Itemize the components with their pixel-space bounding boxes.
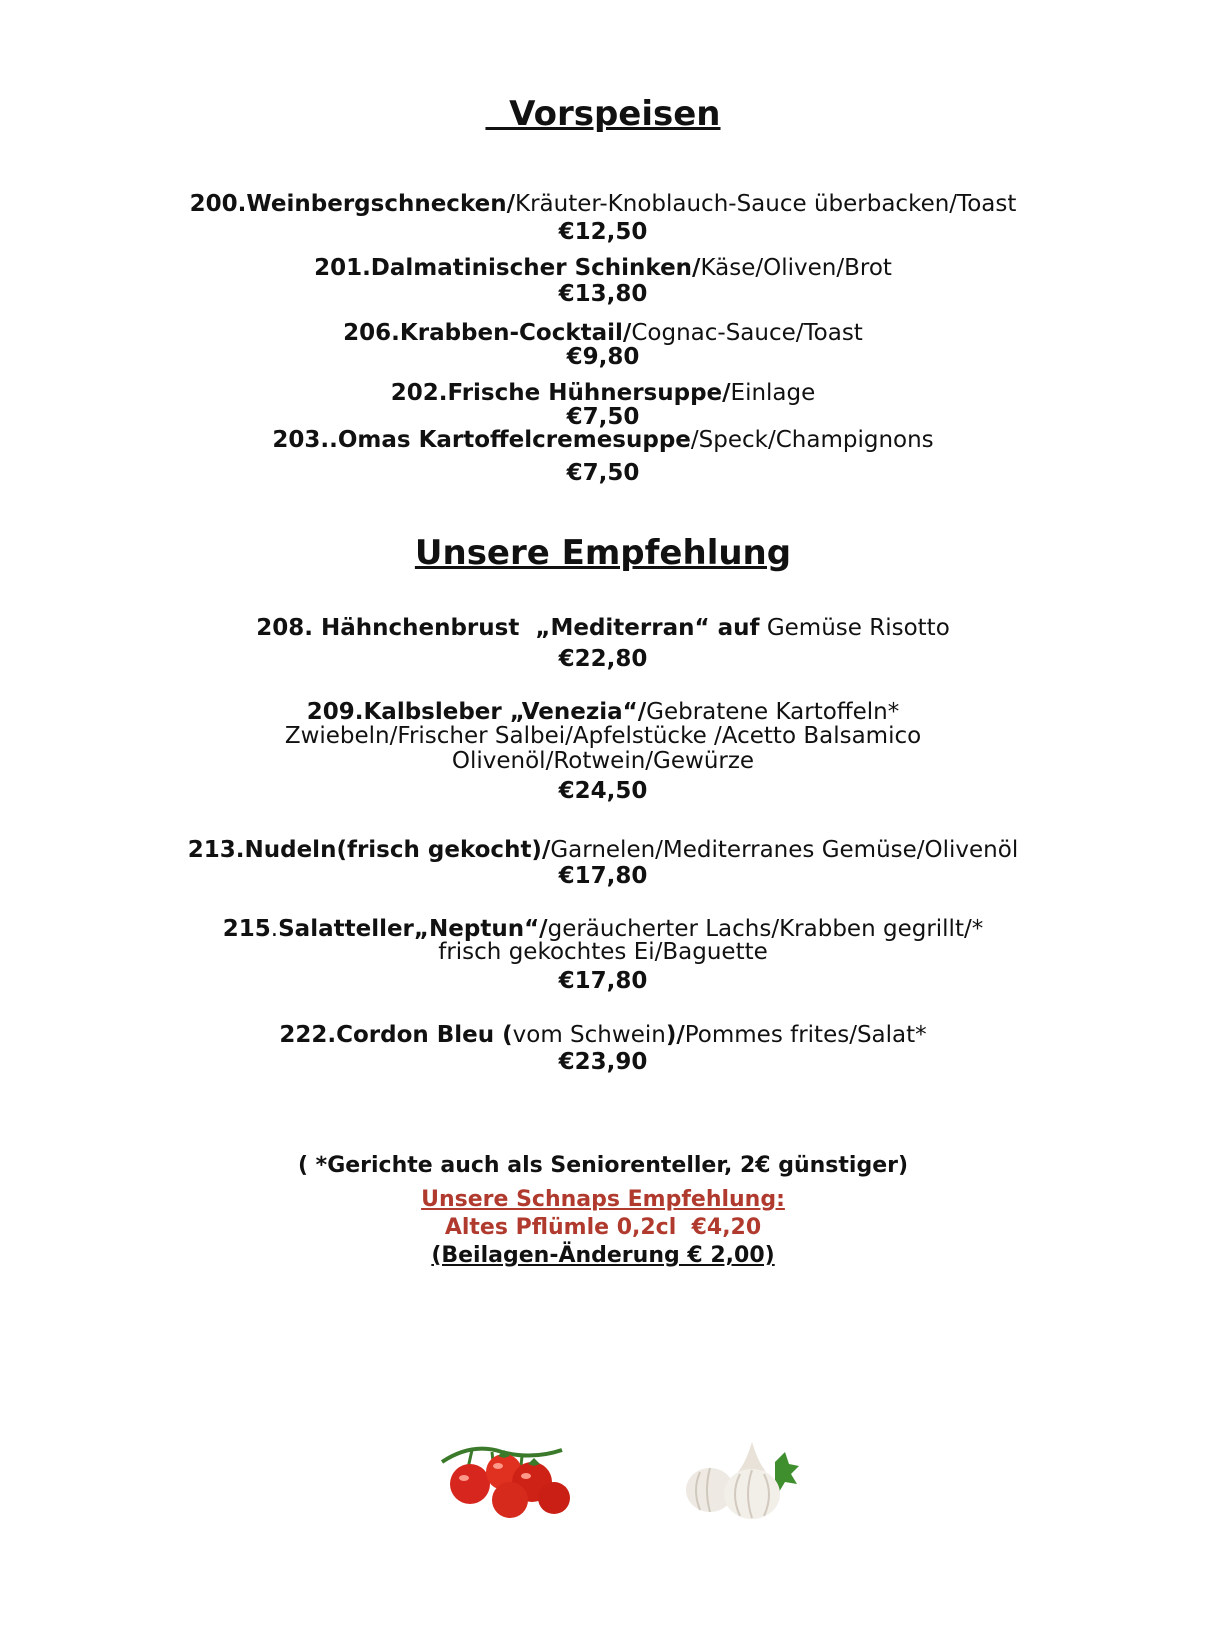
recommendation-heading: Unsere Empfehlung [414,533,792,573]
menu-item-200: 200.Weinbergschnecken/Kräuter-Knoblauch-Sauce überbacken/Toast [189,191,1017,217]
menu-item-209-desc3: Olivenöl/Rotwein/Gewürze [451,748,755,774]
menu-item-202: 202.Frische Hühnersuppe/Einlage [390,380,816,406]
menu-item-209-desc2: Zwiebeln/Frischer Salbei/Apfelstücke /Acetto Balsamico [284,723,922,749]
menu-item-206: 206.Krabben-Cocktail/Cognac-Sauce/Toast [343,320,863,346]
menu-item-203: 203..Omas Kartoffelcremesuppe/Speck/Champignons [272,427,934,453]
cherry-tomatoes-icon [432,1432,582,1522]
price-203: €7,50 [566,460,640,486]
price-200: €12,50 [558,219,648,245]
starters-heading: Vorspeisen [485,94,721,134]
menu-item-201: 201.Dalmatinischer Schinken/Käse/Oliven/Brot [314,255,892,281]
price-208: €22,80 [558,646,648,672]
menu-item-213: 213.Nudeln(frisch gekocht)/Garnelen/Mediterranes Gemüse/Olivenöl [187,837,1019,863]
menu-item-222: 222.Cordon Bleu (vom Schwein)/Pommes frites/Salat* [279,1022,927,1048]
schnaps-title: Unsere Schnaps Empfehlung: [421,1187,785,1212]
price-206: €9,80 [566,344,640,370]
price-201: €13,80 [558,281,648,307]
price-202: €7,50 [566,404,640,430]
side-change-note: (Beilagen-Änderung € 2,00) [431,1243,775,1268]
price-222: €23,90 [558,1049,648,1075]
schnaps-item: Altes Pflümle 0,2cl €4,20 [444,1215,762,1240]
menu-item-208: 208. Hähnchenbrust „Mediterran“ auf Gemüse Risotto [256,615,950,641]
price-209: €24,50 [558,778,648,804]
senior-note: ( *Gerichte auch als Seniorenteller, 2€ günstiger) [297,1153,909,1178]
menu-item-215: 215.Salatteller„Neptun“/geräucherter Lachs/Krabben gegrillt/* [222,916,984,942]
garlic-icon [680,1432,800,1522]
price-215: €17,80 [558,968,648,994]
menu-item-209: 209.Kalbsleber „Venezia“/Gebratene Kartoffeln* [306,699,900,725]
price-213: €17,80 [558,863,648,889]
menu-item-215-desc2: frisch gekochtes Ei/Baguette [438,939,768,965]
